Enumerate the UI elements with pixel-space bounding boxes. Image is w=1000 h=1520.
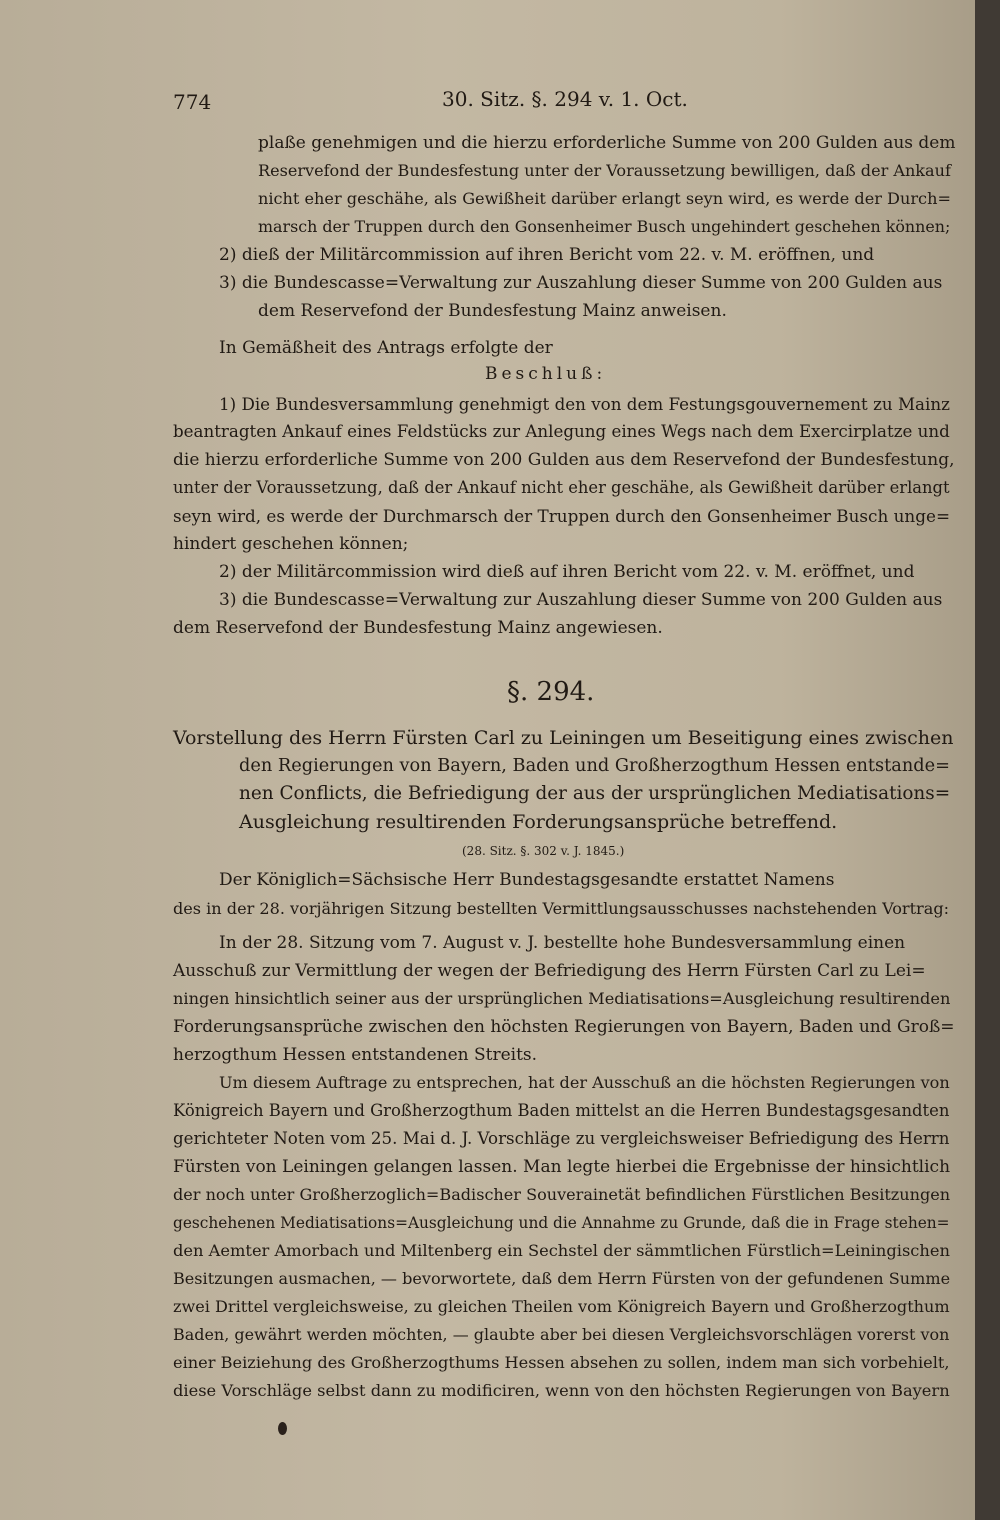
text-line: Besitzungen ausmachen, — bevorwortete, daß dem Herrn Fürsten von der gefundenen Summe — [173, 1269, 951, 1288]
text-line: Baden, gewährt werden möchten, — glaubte aber bei diesen Vergleichsvorschlägen vorerst von — [173, 1325, 950, 1344]
text-line: einer Beiziehung des Großherzogthums Hessen absehen zu sollen, indem man sich vorbehielt, — [173, 1353, 950, 1372]
text-line: 2) dieß der Militärcommission auf ihren Bericht vom 22. v. M. eröffnen, und — [219, 245, 875, 265]
text-line: 3) die Bundescasse=Verwaltung zur Auszahlung dieser Summe von 200 Gulden aus — [219, 273, 943, 293]
section-heading: §. 294. — [507, 677, 595, 707]
text-line: hindert geschehen können; — [173, 534, 409, 554]
text-line: nicht eher geschähe, als Gewißheit darüber erlangt seyn wird, es werde der Durch= — [258, 189, 951, 208]
text-line: Fürsten von Leiningen gelangen lassen. Man legte hierbei die Ergebnisse der hinsichtlich — [173, 1157, 951, 1177]
text-line: In der 28. Sitzung vom 7. August v. J. bestellte hohe Bundesversammlung einen — [219, 933, 906, 953]
text-line: den Aemter Amorbach und Miltenberg ein Sechstel der sämmtlichen Fürstlich=Leiningischen — [173, 1241, 950, 1260]
text-line: beantragten Ankauf eines Feldstücks zur Anlegung eines Wegs nach dem Exercirplatze und — [173, 422, 950, 441]
text-line: Königreich Bayern und Großherzogthum Baden mittelst an die Herren Bundestagsgesandten — [173, 1101, 950, 1120]
text-line: 1) Die Bundesversammlung genehmigt den von dem Festungsgouvernement zu Mainz — [219, 394, 950, 414]
cross-reference: (28. Sitz. §. 302 v. J. 1845.) — [462, 844, 625, 858]
text-line: gerichteter Noten vom 25. Mai d. J. Vorschläge zu vergleichsweiser Befriedigung des Herrn — [173, 1129, 950, 1148]
section-title-line: Ausgleichung resultirenden Forderungsansprüche betreffend. — [239, 811, 838, 833]
text-line: unter der Voraussetzung, daß der Ankauf nicht eher geschähe, als Gewißheit darüber erlangt — [173, 478, 950, 497]
text-line: ningen hinsichtlich seiner aus der ursprünglichen Mediatisations=Ausgleichung resultirenden — [173, 989, 951, 1008]
text-line: zwei Drittel vergleichsweise, zu gleichen Theilen vom Königreich Bayern und Großherzogthum — [173, 1297, 950, 1316]
resolution-heading: Beschluß: — [485, 364, 607, 384]
text-line: herzogthum Hessen entstandenen Streits. — [173, 1045, 538, 1065]
section-title-line: den Regierungen von Bayern, Baden und Großherzogthum Hessen entstande= — [239, 756, 950, 776]
text-line: die hierzu erforderliche Summe von 200 Gulden aus dem Reservefond der Bundesfestung, — [173, 450, 955, 470]
text-line: Forderungsansprüche zwischen den höchsten Regierungen von Bayern, Baden und Groß= — [173, 1017, 955, 1037]
text-line: marsch der Truppen durch den Gonsenheimer Busch ungehindert geschehen können; — [258, 217, 951, 236]
running-head: 30. Sitz. §. 294 v. 1. Oct. — [442, 87, 688, 111]
text-line: plaße genehmigen und die hierzu erforderliche Summe von 200 Gulden aus dem — [258, 133, 956, 153]
text-line: dem Reservefond der Bundesfestung Mainz anweisen. — [258, 301, 727, 321]
text-line: seyn wird, es werde der Durchmarsch der Truppen durch den Gonsenheimer Busch unge= — [173, 506, 951, 526]
text-line: 2) der Militärcommission wird dieß auf ihren Bericht vom 22. v. M. eröffnet, und — [219, 562, 915, 582]
text-line: 3) die Bundescasse=Verwaltung zur Auszahlung dieser Summe von 200 Gulden aus — [219, 590, 943, 610]
section-title-line: Vorstellung des Herrn Fürsten Carl zu Leiningen um Beseitigung eines zwischen — [173, 727, 954, 749]
text-line: diese Vorschläge selbst dann zu modificiren, wenn von den höchsten Regierungen von Bayern — [173, 1381, 950, 1400]
text-line: des in der 28. vorjährigen Sitzung bestellten Vermittlungsausschusses nachstehenden Vortrag: — [173, 899, 950, 918]
text-line: In Gemäßheit des Antrags erfolgte der — [219, 338, 553, 358]
book-spine-edge — [975, 0, 1000, 1520]
text-line: Reservefond der Bundesfestung unter der Voraussetzung bewilligen, daß der Ankauf — [258, 161, 951, 180]
text-line: dem Reservefond der Bundesfestung Mainz angewiesen. — [173, 618, 663, 638]
section-title-line: nen Conflicts, die Befriedigung der aus der ursprünglichen Mediatisations= — [239, 783, 951, 804]
text-line: Ausschuß zur Vermittlung der wegen der Befriedigung des Herrn Fürsten Carl zu Lei= — [173, 961, 926, 981]
text-line: Um diesem Auftrage zu entsprechen, hat der Ausschuß an die höchsten Regierungen von — [219, 1073, 950, 1092]
page-number: 774 — [173, 90, 212, 114]
text-line: Der Königlich=Sächsische Herr Bundestagsgesandte erstattet Namens — [219, 870, 835, 890]
text-line: geschehenen Mediatisations=Ausgleichung und die Annahme zu Grunde, daß die in Frage stehen= — [173, 1214, 950, 1232]
ink-spot — [278, 1422, 287, 1435]
text-line: der noch unter Großherzoglich=Badischer Souverainetät befindlichen Fürstlichen Besitzungen — [173, 1185, 951, 1204]
